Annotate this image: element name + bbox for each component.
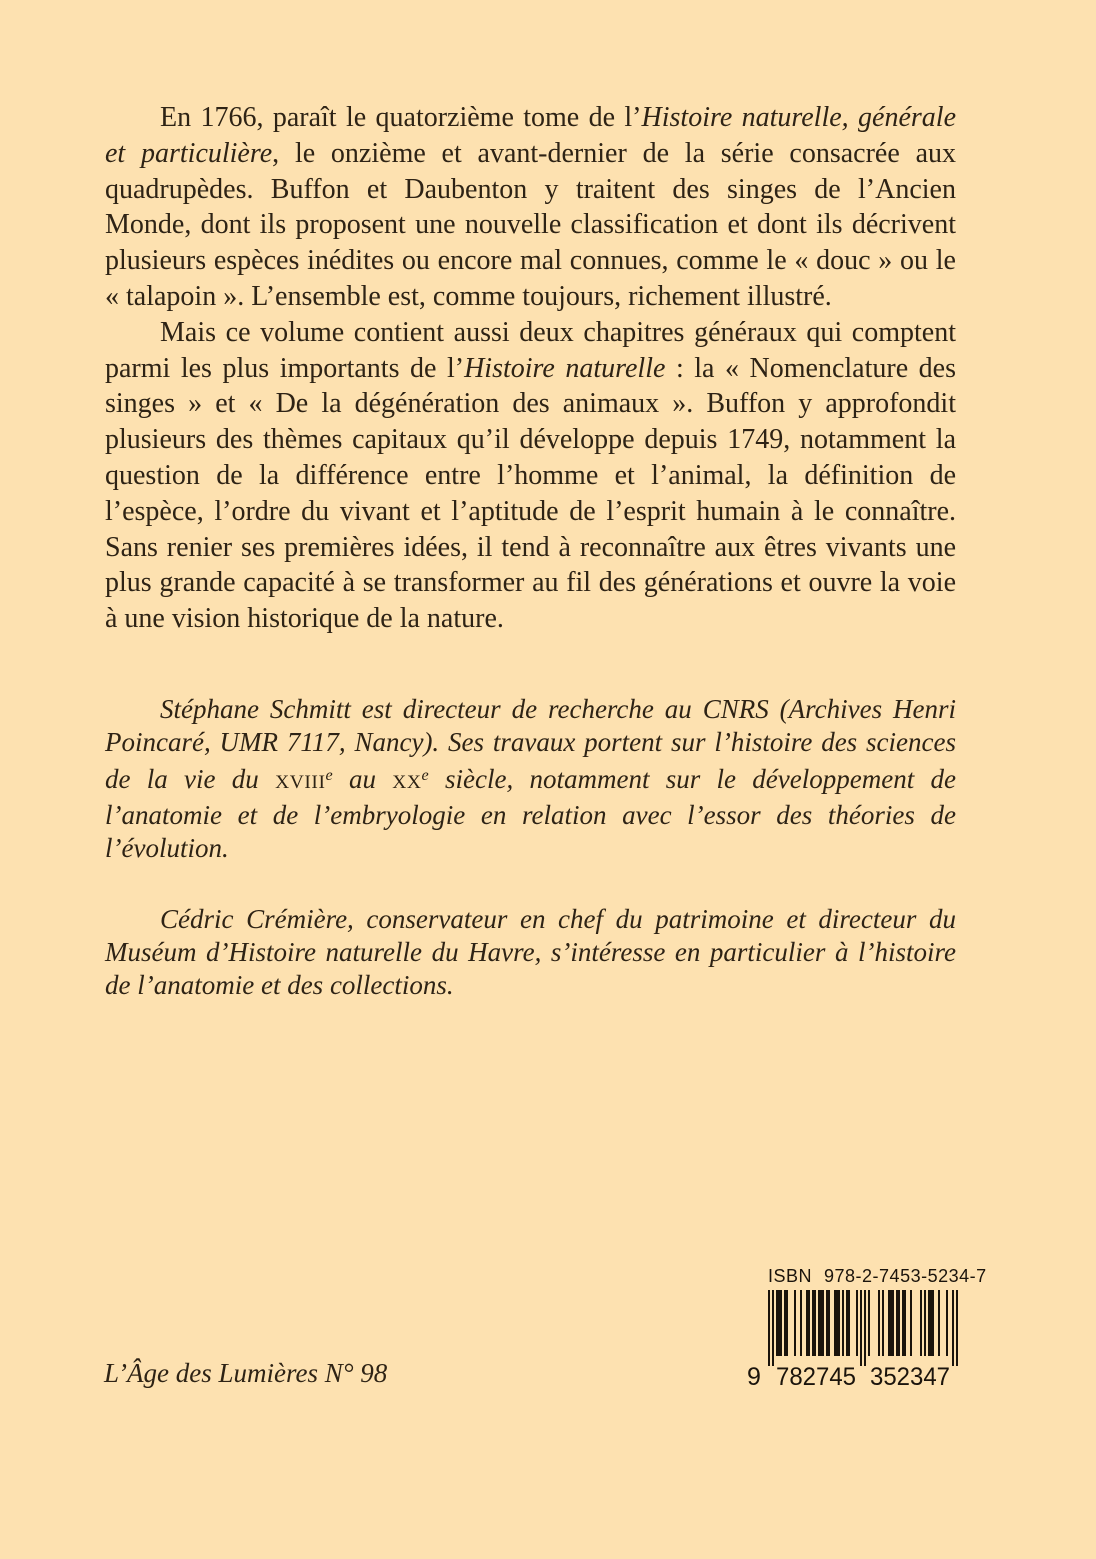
text-segment: XVIII	[275, 771, 326, 793]
author-bios	[105, 693, 956, 1001]
isbn-block	[744, 1266, 987, 1388]
svg-text:352347: 352347	[870, 1363, 950, 1388]
text-segment: Cédric Crémière, conservateur en chef du patrimoine et directeur du Muséum d’Histoire naturelle du Havre, s’intéresse en particulier à l’histoire de l’anatomie et des collections.	[105, 904, 956, 1000]
text-segment: siècle, notamment sur le développement de l’anatomie et de l’embryologie en relation avec l’essor des théories de l’évolution.	[105, 763, 956, 864]
text-segment: Histoire naturelle, générale et particulière	[105, 102, 956, 169]
isbn-label: ISBN	[768, 1266, 813, 1286]
blurb	[105, 100, 956, 637]
text-segment: au	[332, 763, 393, 794]
cover-text-block	[105, 100, 956, 1001]
text-segment: e	[325, 765, 333, 784]
text-segment: Histoire naturelle	[464, 352, 666, 384]
text-segment: : la « Nomenclature des singes » et « De la dégénération des animaux ». Buffon y approfondit plusieurs des thèmes capitaux qu’il développe depuis 1749, notamment la question de la différence entre l’homme et l’animal, la définition de l’espèce, l’ordre du vivant et l’aptitude de l’esprit humain à le connaître. Sans renier ses premières idées, il tend à reconnaître aux êtres vivants une plus grande capacité à se transformer au fil des générations et ouvre la voie à une vision historique de la nature.	[105, 352, 956, 635]
blurb-paragraph-2	[105, 315, 956, 637]
svg-text:782745: 782745	[776, 1363, 856, 1388]
text-segment: Mais ce volume contient aussi deux chapitres généraux qui comptent parmi les plus importants de l’	[105, 316, 956, 384]
bio-stephane-schmitt	[105, 693, 956, 865]
text-segment: e	[421, 765, 429, 784]
ean-barcode	[744, 1290, 960, 1388]
text-segment: En 1766, paraît le quatorzième tome de l’	[160, 102, 642, 133]
text-segment: XX	[392, 771, 422, 793]
blurb-paragraph-1	[105, 100, 956, 315]
bio-cedric-cremiere	[105, 903, 956, 1001]
isbn-number: 978-2-7453-5234-7	[824, 1266, 987, 1286]
svg-text:9: 9	[747, 1363, 761, 1388]
isbn-line	[768, 1266, 987, 1287]
series-name: L’Âge des Lumières N° 98	[104, 1358, 388, 1388]
text-segment: Stéphane Schmitt est directeur de recherche au CNRS (Archives Henri Poincaré, UMR 7117, Nancy). Ses travaux portent sur l’histoire des sciences de la vie du	[105, 693, 956, 794]
text-segment: , le onzième et avant-dernier de la série consacrée aux quadrupèdes. Buffon et Daubenton y traitent des singes de l’Ancien Monde, dont ils proposent une nouvelle classification et dont ils décrivent plusieurs espèces inédites ou encore mal connues, comme le « douc » ou le « talapoin ». L’ensemble est, comme toujours, richement illustré.	[105, 137, 956, 312]
